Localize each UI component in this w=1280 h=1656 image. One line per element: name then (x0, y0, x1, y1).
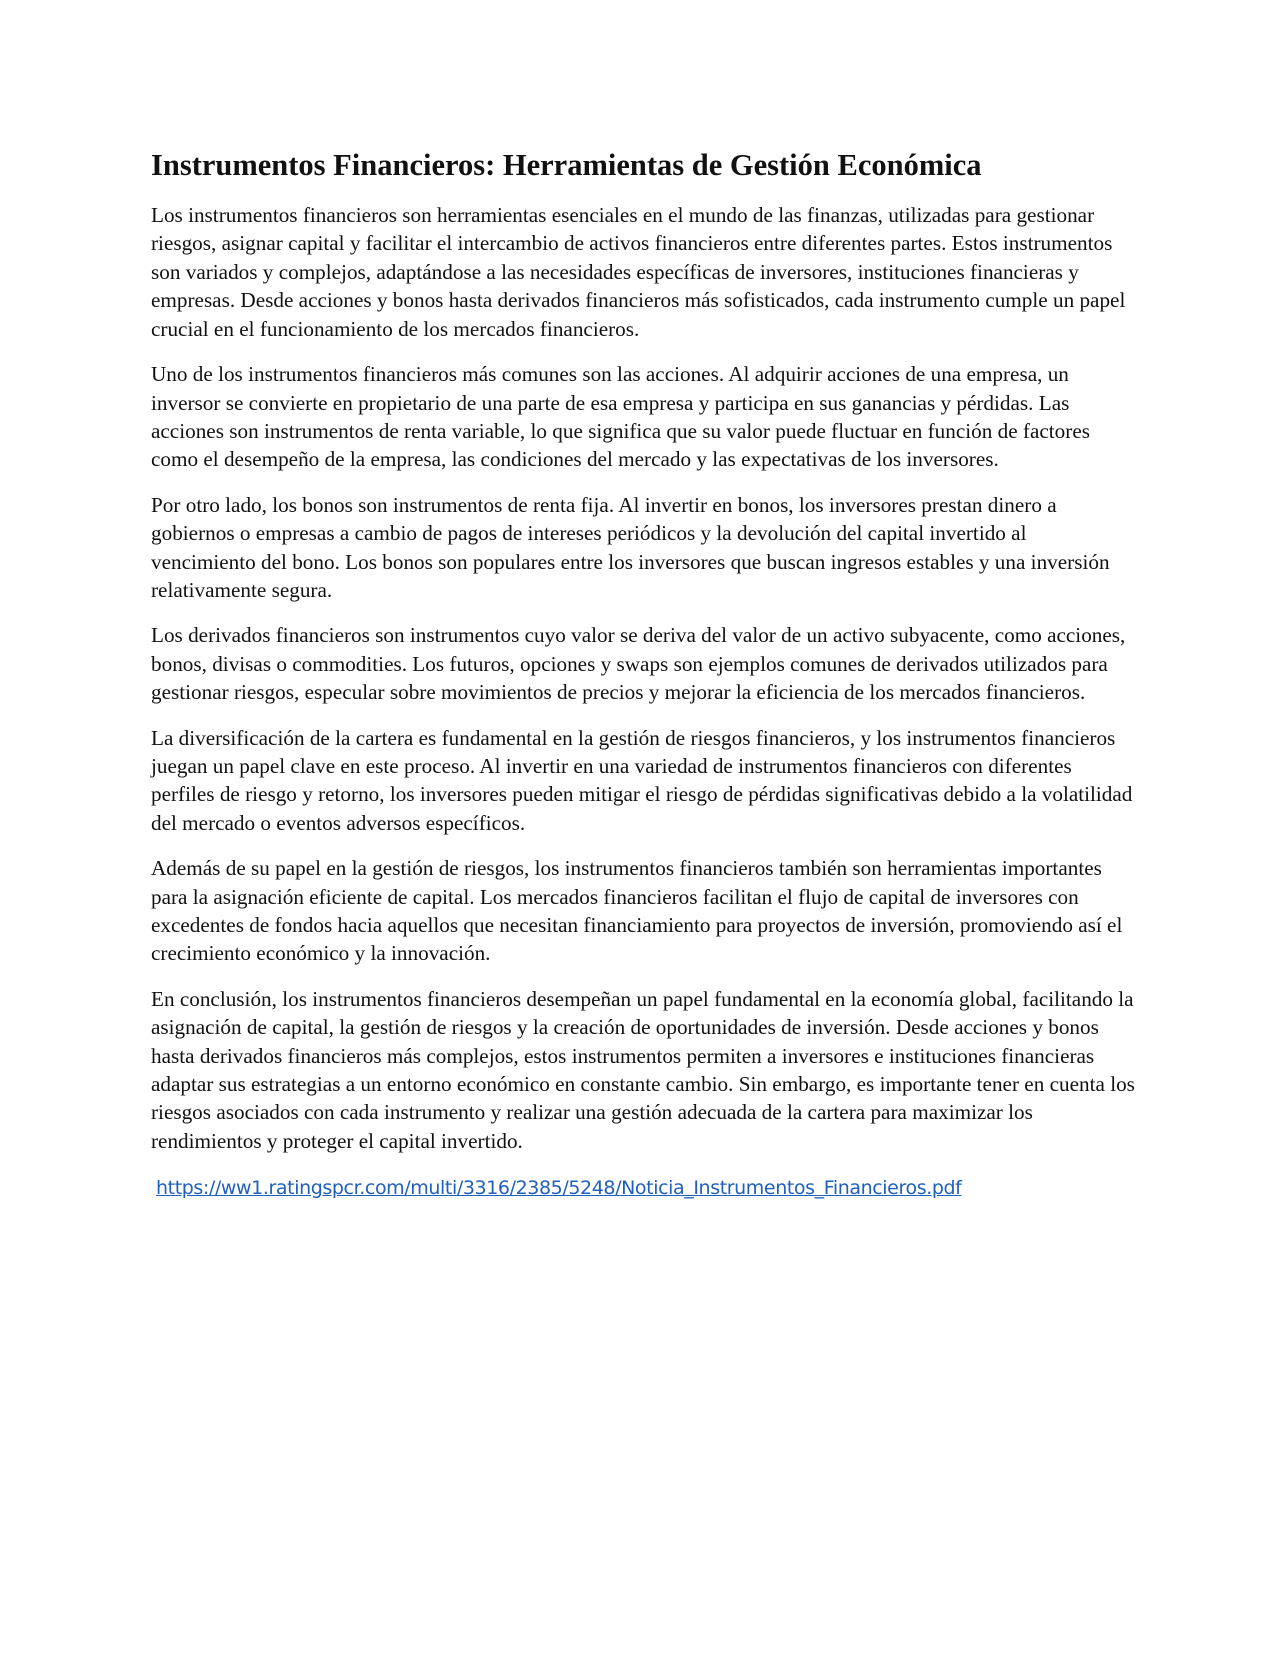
paragraph-introduccion: Los instrumentos financieros son herramientas esenciales en el mundo de las finanzas, utilizadas para gestionar riesgos, asignar capital y facilitar el intercambio de activos financieros entre diferentes partes. Estos instrumentos son variados y complejos, adaptándose a las necesidades específicas de inversores, instituciones financieras y empresas. Desde acciones y bonos hasta derivados financieros más sofisticados, cada instrumento cumple un papel crucial en el funcionamiento de los mercados financieros. (151, 203, 1126, 341)
document-body (151, 148, 1136, 1201)
paragraph-derivados: Los derivados financieros son instrumentos cuyo valor se deriva del valor de un activo subyacente, como acciones, bonos, divisas o commodities. Los futuros, opciones y swaps son ejemplos comunes de derivados utilizados para gestionar riesgos, especular sobre movimientos de precios y mejorar la eficiencia de los mercados financieros. (151, 623, 1126, 705)
paragraph-asignacion-capital: Además de su papel en la gestión de riesgos, los instrumentos financieros también son herramientas importantes para la asignación eficiente de capital. Los mercados financieros facilitan el flujo de capital de inversores con excedentes de fondos hacia aquellos que necesitan financiamiento para proyectos de inversión, promoviendo así el crecimiento económico y la innovación. (151, 856, 1123, 966)
paragraph-conclusion: En conclusión, los instrumentos financieros desempeñan un papel fundamental en la economía global, facilitando la asignación de capital, la gestión de riesgos y la creación de oportunidades de inversión. Desde acciones y bonos hasta derivados financieros más complejos, estos instrumentos permiten a inversores e instituciones financieras adaptar sus estrategias a un entorno económico en constante cambio. Sin embargo, es importante tener en cuenta los riesgos asociados con cada instrumento y realizar una gestión adecuada de la cartera para maximizar los rendimientos y proteger el capital invertido. (151, 986, 1135, 1153)
paragraph-diversificacion: La diversificación de la cartera es fundamental en la gestión de riesgos financieros, y los instrumentos financieros juegan un papel clave en este proceso. Al invertir en una variedad de instrumentos financieros con diferentes perfiles de riesgo y retorno, los inversores pueden mitigar el riesgo de pérdidas significativas debido a la volatilidad del mercado o eventos adversos específicos. (151, 725, 1133, 835)
paragraph-acciones: Uno de los instrumentos financieros más comunes son las acciones. Al adquirir acciones de una empresa, un inversor se convierte en propietario de una parte de esa empresa y participa en sus ganancias y pérdidas. Las acciones son instrumentos de renta variable, lo que significa que su valor puede fluctuar en función de factores como el desempeño de la empresa, las condiciones del mercado y las expectativas de los inversores. (151, 362, 1090, 472)
source-link[interactable]: https://ww1.ratingspcr.com/multi/3316/2385/5248/Noticia_Instrumentos_Financieros.pdf (156, 1177, 962, 1200)
document-title: Instrumentos Financieros: Herramientas de Gestión Económica (151, 148, 982, 182)
paragraph-bonos: Por otro lado, los bonos son instrumentos de renta fija. Al invertir en bonos, los inversores prestan dinero a gobiernos o empresas a cambio de pagos de intereses periódicos y la devolución del capital invertido al vencimiento del bono. Los bonos son populares entre los inversores que buscan ingresos estables y una inversión relativamente segura. (151, 492, 1110, 602)
